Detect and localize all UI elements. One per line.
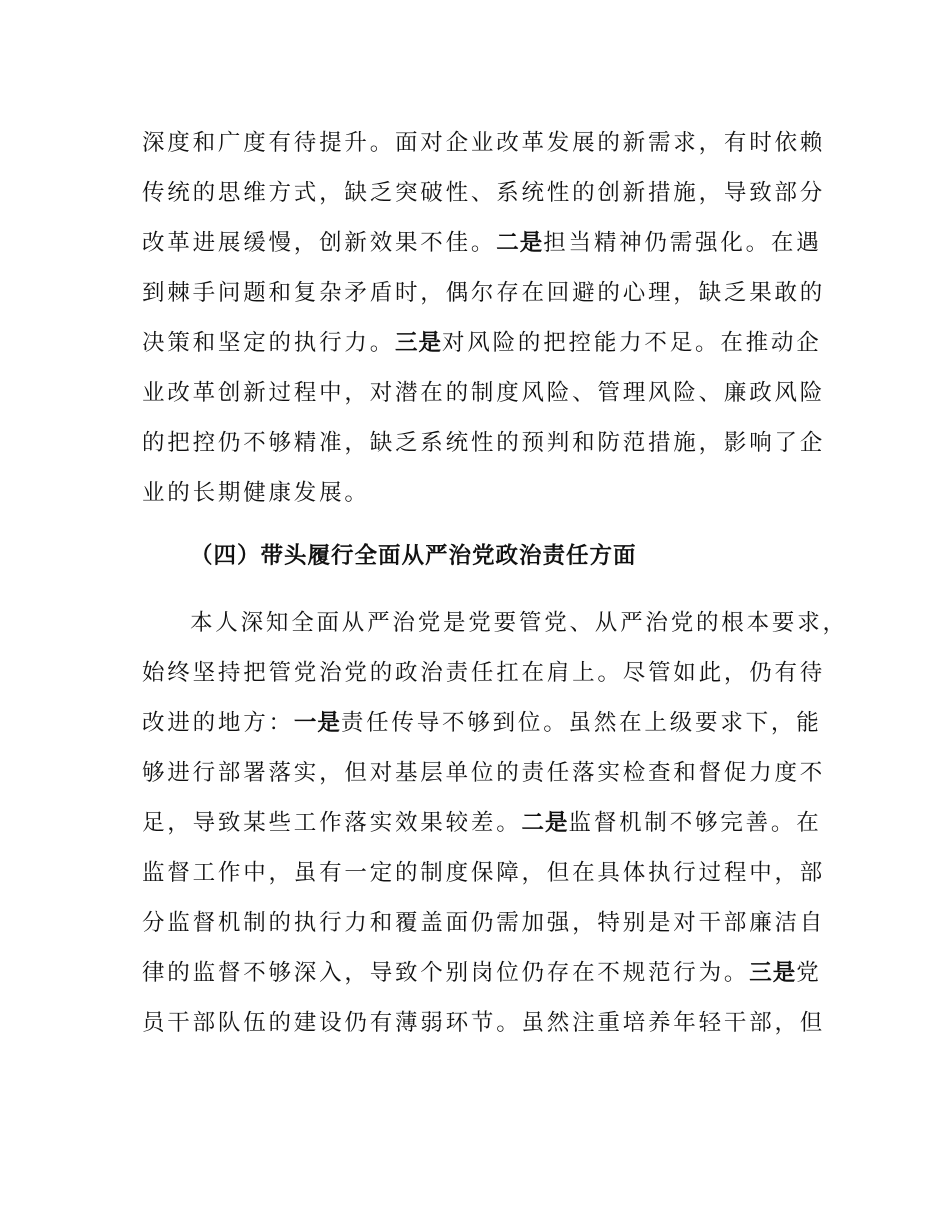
text-run: 改革进展缓慢，创新效果不佳。	[142, 230, 497, 256]
bold-marker: 三是	[395, 330, 443, 356]
text-run: 本人深知全面从严治党是党要管党、从严治党的根本要求，	[190, 610, 848, 636]
text-line	[142, 998, 826, 1048]
text-line	[142, 368, 826, 418]
text-run: 到棘手问题和复杂矛盾时，偶尔存在回避的心理，缺乏果敢的	[142, 280, 826, 306]
text-line	[142, 948, 822, 998]
text-line	[142, 848, 826, 898]
text-run: 监督工作中，虽有一定的制度保障，但在具体执行过程中，部	[142, 860, 826, 886]
bold-marker: 一是	[293, 710, 341, 736]
section-heading: （四）带头履行全面从严治党政治责任方面	[190, 543, 637, 569]
text-run: 传统的思维方式，缺乏突破性、系统性的创新措施，导致部分	[142, 180, 826, 206]
text-line	[142, 798, 822, 848]
text-run: 业的长期健康发展。	[142, 480, 370, 506]
text-run: 改进的地方：	[142, 710, 294, 736]
text-run: 党	[796, 960, 822, 986]
paragraph-1	[142, 118, 826, 518]
text-run: 监督机制不够完善。在	[568, 810, 822, 836]
text-line	[142, 168, 826, 218]
text-line	[142, 598, 848, 648]
text-run: 律的监督不够深入，导致个别岗位仍存在不规范行为。	[142, 960, 750, 986]
text-line	[142, 468, 810, 518]
text-run: 对风险的把控能力不足。在推动企	[442, 330, 822, 356]
text-line	[142, 748, 826, 798]
text-run: 业改革创新过程中，对潜在的制度风险、管理风险、廉政风险	[142, 380, 826, 406]
text-run: 深度和广度有待提升。面对企业改革发展的新需求，有时依赖	[142, 130, 826, 156]
text-line	[142, 318, 822, 368]
text-run: 的把控仍不够精准，缺乏系统性的预判和防范措施，影响了企	[142, 430, 826, 456]
text-run: 担当精神仍需强化。在遇	[543, 230, 822, 256]
text-line	[142, 268, 826, 318]
text-run: 够进行部署落实，但对基层单位的责任落实检查和督促力度不	[142, 760, 826, 786]
text-line	[142, 898, 826, 948]
text-run: 足，导致某些工作落实效果较差。	[142, 810, 522, 836]
text-line	[142, 218, 822, 268]
text-line	[142, 648, 826, 698]
text-run: 分监督机制的执行力和覆盖面仍需加强，特别是对干部廉洁自	[142, 910, 826, 936]
text-run: 始终坚持把管党治党的政治责任扛在肩上。尽管如此，仍有待	[142, 660, 826, 686]
text-line	[142, 418, 826, 468]
text-run: 员干部队伍的建设仍有薄弱环节。虽然注重培养年轻干部，但	[142, 1010, 826, 1036]
text-run: 责任传导不够到位。虽然在上级要求下，能	[340, 710, 822, 736]
paragraph-2	[142, 598, 848, 1048]
text-line	[142, 118, 826, 168]
bold-marker: 二是	[496, 230, 544, 256]
bold-marker: 二是	[521, 810, 569, 836]
text-line	[142, 698, 822, 748]
text-run: 决策和坚定的执行力。	[142, 330, 396, 356]
bold-marker: 三是	[749, 960, 797, 986]
